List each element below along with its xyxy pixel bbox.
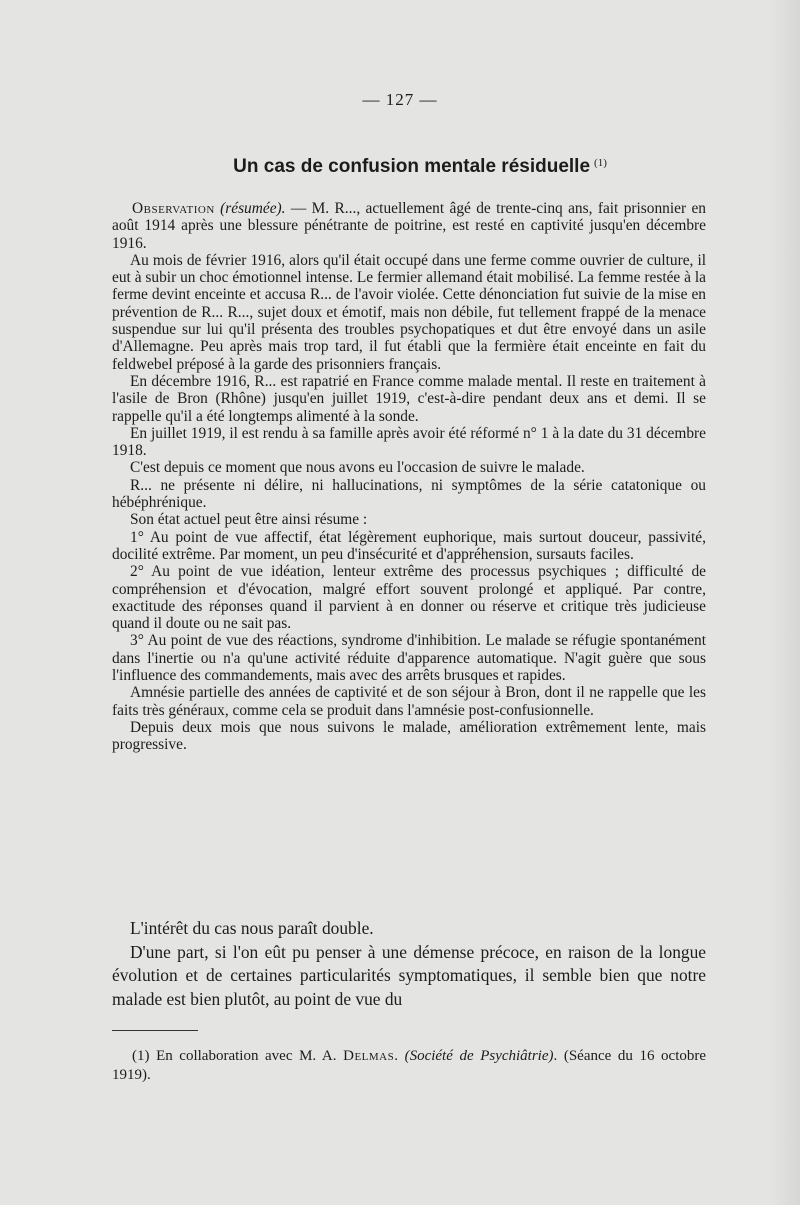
- observation-paragraph-5: C'est depuis ce moment que nous avons eu l'occasion de suivre le malade.: [130, 459, 585, 477]
- observation-paragraph-2: Au mois de février 1916, alors qu'il était occupé dans une ferme comme ouvrier de culture, il eut à subir un choc émotionnel intense. Le fermier allemand était mobilisé. La femme restée à la ferme devint enceinte et accusa R... de l'avoir violée. Cette dénonciation fut suivie de la mise en prévention de R... R..., sujet doux et émotif, mais non débile, fut tellement frappé de la menace suspendue sur lui qu'il présenta des troubles psychopatiques et dut être envoyé dans un asile d'Allemagne. Peu après mais trop tard, il fut établi que la fermière était enceinte en fait du feldwebel préposé à la garde des prisonniers français.: [112, 251, 706, 373]
- footnote-prefix: (1) En collaboration avec M. A.: [132, 1048, 337, 1064]
- page-number: — 127 —: [362, 90, 438, 109]
- footnote-suffix: . (Séance du 16 octobre 1919).: [112, 1048, 707, 1083]
- page-edge-shading: [770, 0, 800, 1205]
- footnote-author: Delmas: [343, 1048, 395, 1064]
- observation-paragraph-3: En décembre 1916, R... est rapatrié en France comme malade mental. Il reste en traitement à l'asile de Bron (Rhône) jusqu'en juillet 1919, c'est-à-dire pendant deux ans et demi. Il se rappelle qu'il a été longtemps alimenté à la sonde.: [112, 372, 706, 425]
- observation-paragraph-6: R... ne présente ni délire, ni hallucinations, ni symptômes de la série catatonique ou hébéphrénique.: [112, 476, 706, 512]
- observation-paragraph-11: Amnésie partielle des années de captivité et de son séjour à Bron, dont il ne rappelle que les faits très généraux, comme cela se produit dans l'amnésie post-confusionnelle.: [112, 684, 706, 719]
- observation-qualifier: (résumée).: [220, 200, 286, 217]
- observation-paragraph-1: [112, 200, 706, 252]
- footnote: [112, 1047, 706, 1085]
- footnote-society: (Société de Psychiâtrie): [404, 1048, 554, 1064]
- article-title: [0, 156, 800, 178]
- footnote-after-author: .: [394, 1048, 398, 1064]
- observation-paragraph-9: 2° Au point de vue idéation, lenteur extrême des processus psychiques ; difficulté de compréhension et d'évocation, malgré effort souvent prolongé et appliqué. Par contre, exactitude des réponses quand il parvient à en donner ou réserve et critique très judicieuse quand il doute ou ne sait pas.: [112, 563, 706, 633]
- footnote-text: [112, 1047, 706, 1085]
- commentary-section: [112, 917, 706, 1011]
- observation-paragraph-7: Son état actuel peut être ainsi résume :: [130, 511, 368, 529]
- commentary-paragraph-1: L'intérêt du cas nous paraît double.: [130, 918, 374, 938]
- commentary-paragraph-2: D'une part, si l'on eût pu penser à une démense précoce, en raison de la longue évolution et de certaines particularités symptomatiques, il semble bien que notre malade est bien plutôt, au point de vue du: [112, 941, 706, 1009]
- observation-label: Observation: [132, 200, 215, 217]
- observation-paragraph-12: Depuis deux mois que nous suivons le malade, amélioration extrêmement lente, mais progressive.: [112, 718, 706, 754]
- title-text: Un cas de confusion mentale résiduelle: [233, 156, 591, 177]
- title-footnote-marker: (1): [594, 157, 607, 169]
- observation-paragraph-10: 3° Au point de vue des réactions, syndrome d'inhibition. Le malade se réfugie spontanément dans l'inertie ou n'a qu'une activité réduite d'apparence automatique. N'agit guère que sous l'influence des commandements, mais avec des arrêts brusques et rapides.: [112, 632, 706, 685]
- footnote-divider: [112, 1030, 198, 1031]
- observation-section: [112, 200, 706, 754]
- observation-paragraph-4: En juillet 1919, il est rendu à sa famille après avoir été réformé n° 1 à la date du 31 décembre 1918.: [112, 424, 706, 460]
- observation-paragraph-8: 1° Au point de vue affectif, état légèrement euphorique, mais surtout douceur, passivité, docilité extrême. Par moment, un peu d'insécurité et d'appréhension, sursauts faciles.: [112, 528, 706, 563]
- observation-paragraph-1-text: — M. R..., actuellement âgé de trente-cinq ans, fait prisonnier en août 1914 après une blessure pénétrante de poitrine, est resté en captivité jusqu'en décembre 1916.: [112, 200, 706, 252]
